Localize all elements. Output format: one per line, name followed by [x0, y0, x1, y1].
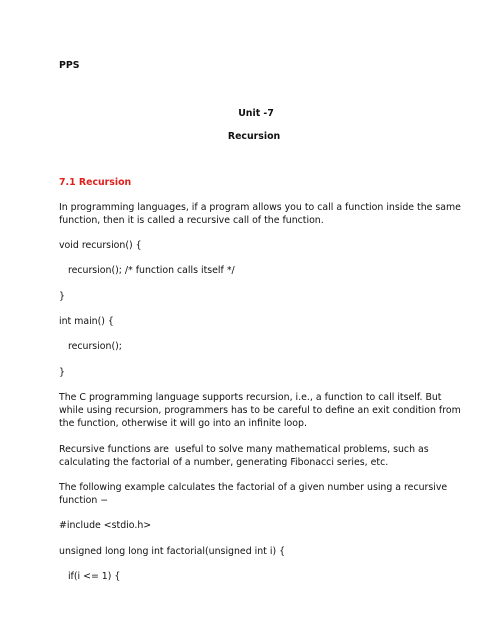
para2-line-3: the function, otherwise it will go into an infinite loop. — [59, 418, 307, 429]
para3-line-1: Recursive functions are useful to solve many mathematical problems, such as — [59, 444, 429, 455]
code-line: if(i <= 1) { — [59, 571, 121, 582]
unit-title-text: Unit -7 — [238, 108, 274, 119]
para3-line-2: calculating the factorial of a number, generating Fibonacci series, etc. — [59, 457, 389, 468]
topic-title-text: Recursion — [227, 131, 281, 142]
intro-line-2: function, then it is called a recursive call of the function. — [59, 215, 324, 226]
para2-line-2: while using recursion, programmers has to be careful to define an exit condition from — [59, 405, 461, 416]
para2-line-1: The C programming language supports recursion, i.e., a function to call itself. But — [59, 392, 442, 403]
code-line: int main() { — [59, 316, 114, 327]
code-line: } — [59, 291, 65, 302]
para4-line-2: function − — [59, 495, 109, 506]
topic-title — [0, 117, 495, 156]
code-line: #include <stdio.h> — [59, 520, 152, 531]
header-label: PPS — [59, 60, 80, 71]
section-heading: 7.1 Recursion — [59, 177, 132, 188]
code-line: recursion(); /* function calls itself */ — [59, 265, 235, 276]
code-line: void recursion() { — [59, 240, 142, 251]
intro-line-1: In programming languages, if a program allows you to call a function inside the same — [59, 202, 461, 213]
code-line: } — [59, 367, 65, 378]
code-line: recursion(); — [59, 341, 122, 352]
code-line: unsigned long long int factorial(unsigned int i) { — [59, 546, 286, 557]
para4-line-1: The following example calculates the factorial of a given number using a recursive — [59, 482, 448, 493]
